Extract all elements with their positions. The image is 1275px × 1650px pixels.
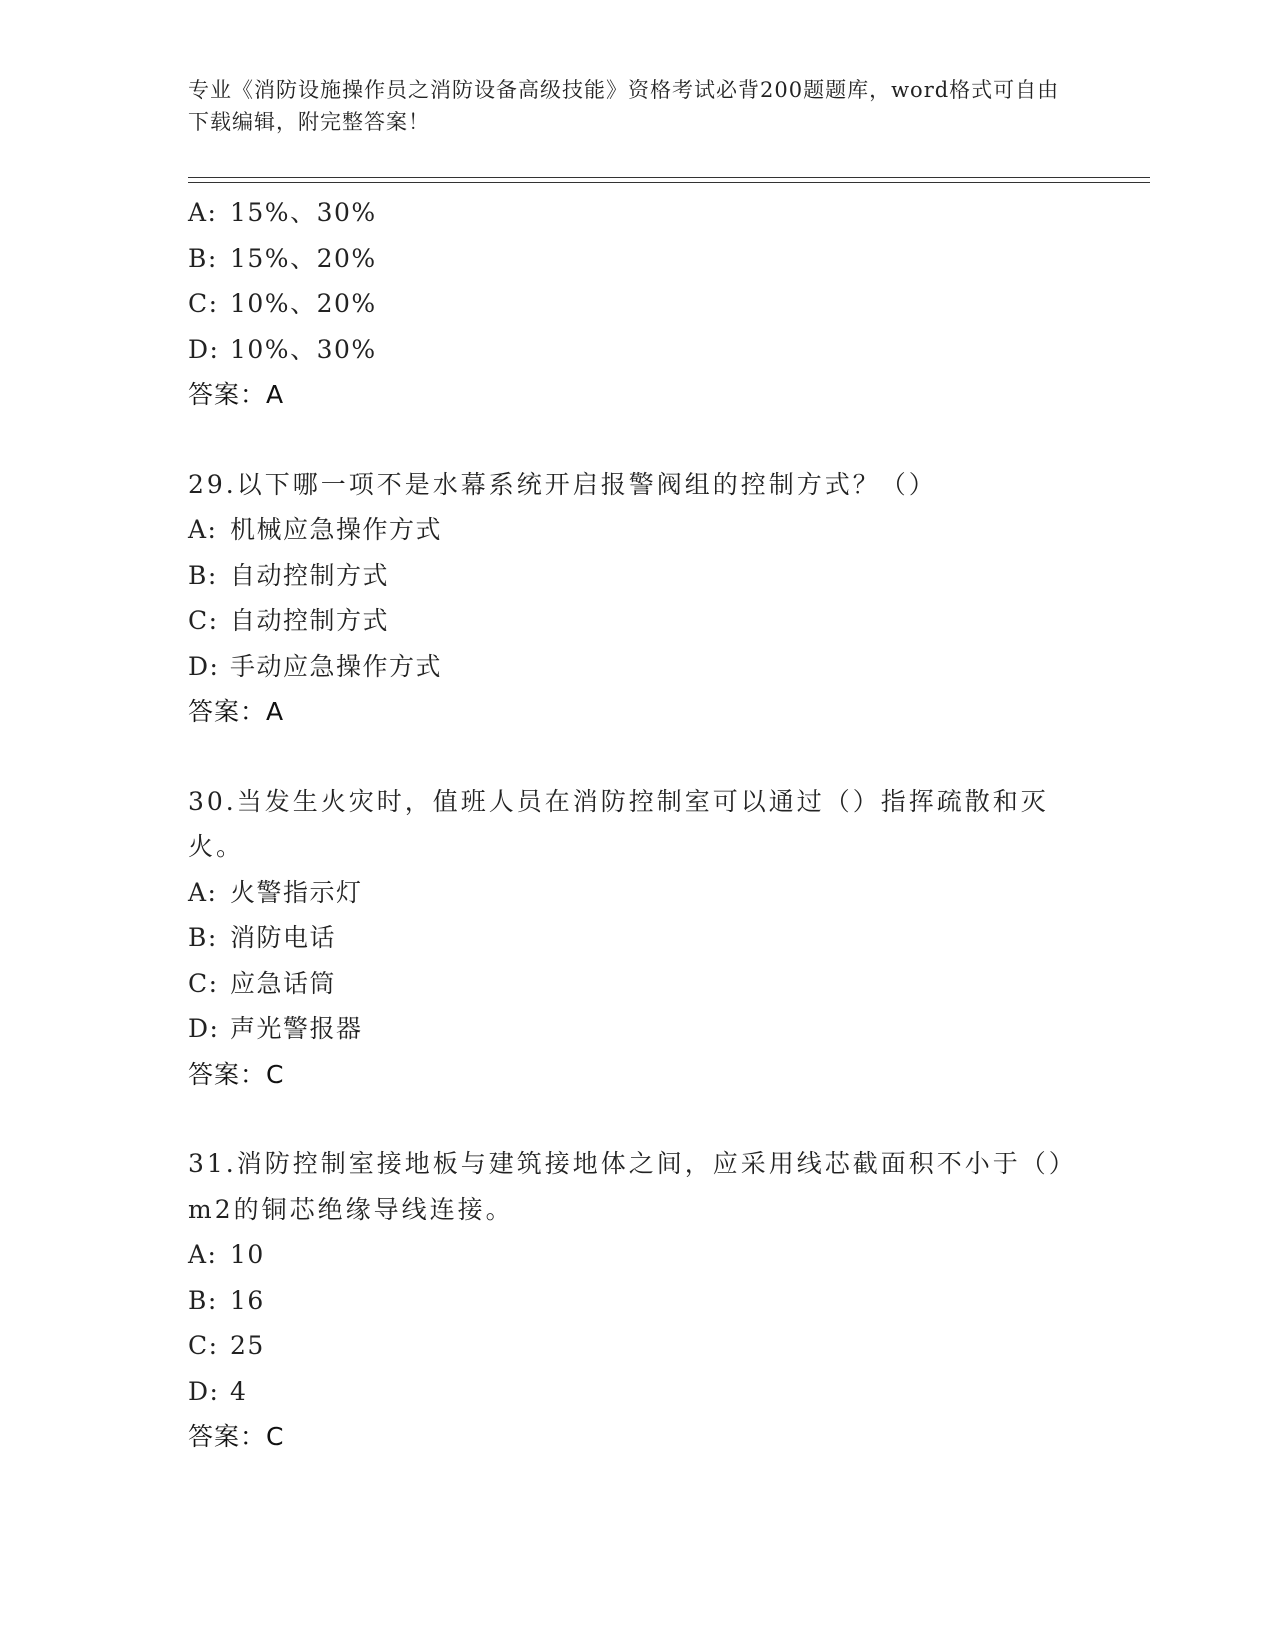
option-d: D: 手动应急操作方式: [188, 651, 443, 681]
question-text: 29.以下哪一项不是水幕系统开启报警阀组的控制方式？（）: [188, 469, 937, 499]
header-divider-top: [188, 177, 1150, 178]
option-b: B: 15%、20%: [188, 243, 377, 273]
question-29: [188, 462, 1088, 735]
header-divider-bottom: [188, 182, 1150, 183]
answer: 答案：A: [188, 697, 285, 726]
option-a: A: 15%、30%: [188, 198, 377, 227]
document-header: 专业《消防设施操作员之消防设备高级技能》资格考试必背200题题库，word格式可自由下载编辑，附完整答案！: [188, 78, 1060, 134]
option-c: C: 10%、20%: [188, 289, 377, 318]
option-a: A: 火警指示灯: [188, 877, 363, 907]
question-31: [188, 1141, 1088, 1460]
option-b: B: 自动控制方式: [188, 560, 390, 590]
option-c: C: 自动控制方式: [188, 606, 390, 635]
option-a: A: 10: [188, 1240, 265, 1269]
option-d: D: 4: [188, 1376, 248, 1406]
answer: 答案：C: [188, 1059, 285, 1089]
option-c: C: 25: [188, 1331, 265, 1360]
option-c: C: 应急话筒: [188, 968, 337, 998]
question-text: 30.当发生火灾时，值班人员在消防控制室可以通过（）指挥疏散和灭火。: [188, 786, 1049, 861]
question-30: [188, 779, 1088, 1098]
answer: 答案：C: [188, 1422, 285, 1451]
answer: 答案：A: [188, 380, 285, 409]
option-d: D: 10%、30%: [188, 334, 377, 364]
spacer: [188, 1097, 1088, 1141]
option-b: B: 16: [188, 1285, 265, 1315]
option-d: D: 声光警报器: [188, 1014, 363, 1043]
spacer: [188, 735, 1088, 779]
question-list: [188, 190, 1088, 1460]
question-text: 31.消防控制室接地板与建筑接地体之间，应采用线芯截面积不小于（）m2的铜芯绝缘导线连接。: [188, 1149, 1065, 1224]
spacer: [188, 418, 1088, 462]
option-a: A: 机械应急操作方式: [188, 515, 443, 544]
option-b: B: 消防电话: [188, 923, 337, 952]
question-28: [188, 190, 1088, 418]
